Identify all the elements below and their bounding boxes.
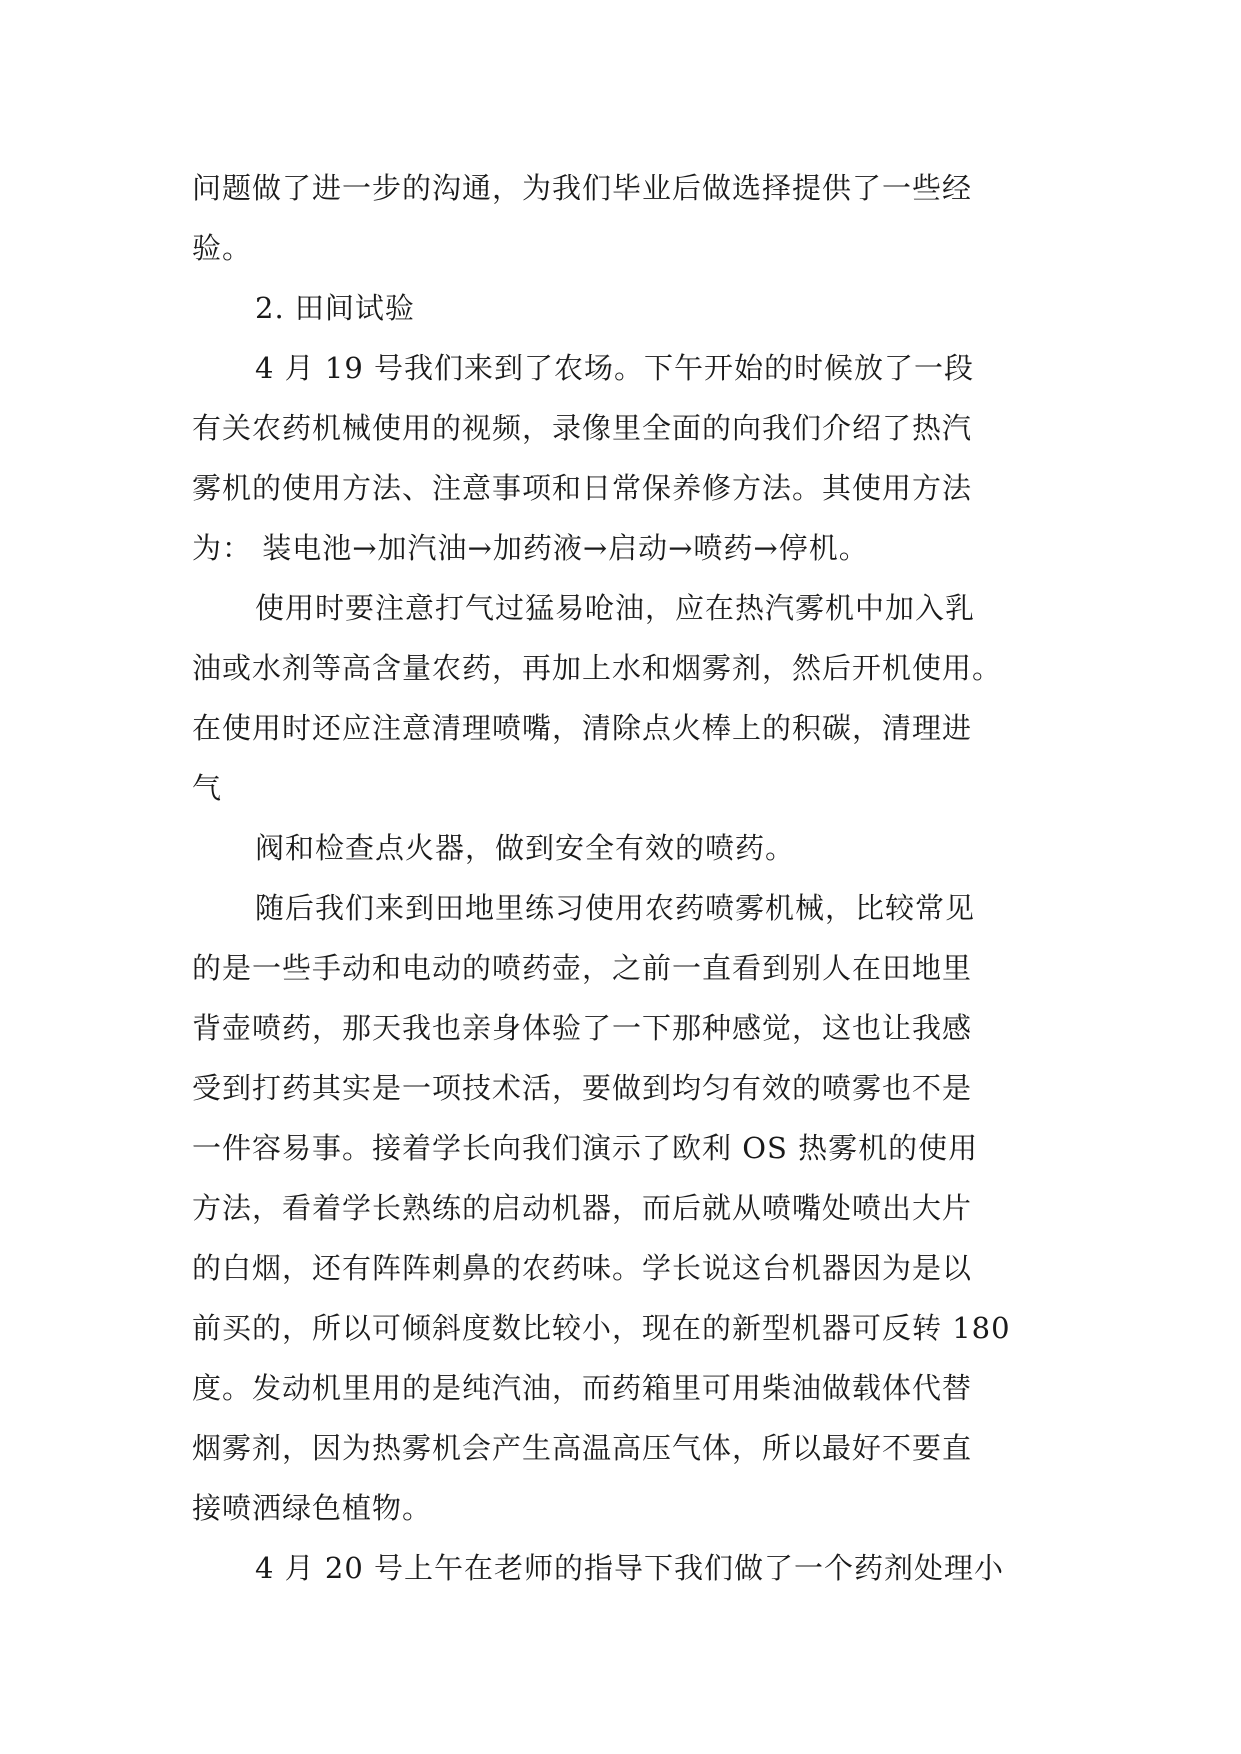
- text-line: 受到打药其实是一项技术活，要做到均匀有效的喷雾也不是: [192, 1071, 973, 1105]
- text-line: 4 月 20 号上午在老师的指导下我们做了一个药剂处理小: [255, 1551, 1005, 1585]
- text-line: 验。: [192, 231, 253, 265]
- text-line: 雾机的使用方法、注意事项和日常保养修方法。其使用方法: [192, 471, 973, 505]
- text-line: 油或水剂等高含量农药，再加上水和烟雾剂，然后开机使用。: [192, 651, 1003, 685]
- text-line: 为： 装电池→加汽油→加药液→启动→喷药→停机。: [192, 531, 869, 565]
- text-line: 有关农药机械使用的视频，录像里全面的向我们介绍了热汽: [192, 411, 973, 445]
- text-line: 气: [192, 771, 223, 805]
- text-line: 一件容易事。接着学长向我们演示了欧利 OS 热雾机的使用: [192, 1131, 979, 1165]
- text-line: 阀和检查点火器，做到安全有效的喷药。: [255, 831, 796, 865]
- text-line: 的是一些手动和电动的喷药壶，之前一直看到别人在田地里: [192, 951, 973, 985]
- text-line: 度。发动机里用的是纯汽油，而药箱里可用柴油做载体代替: [192, 1371, 973, 1405]
- text-line: 在使用时还应注意清理喷嘴，清除点火棒上的积碳，清理进: [192, 711, 973, 745]
- text-line: 4 月 19 号我们来到了农场。下午开始的时候放了一段: [255, 351, 975, 385]
- text-line: 的白烟，还有阵阵刺鼻的农药味。学长说这台机器因为是以: [192, 1251, 973, 1285]
- text-line: 方法，看着学长熟练的启动机器，而后就从喷嘴处喷出大片: [192, 1191, 973, 1225]
- section-heading: 2. 田间试验: [255, 291, 415, 325]
- text-line: 随后我们来到田地里练习使用农药喷雾机械，比较常见: [255, 891, 976, 925]
- text-line: 接喷洒绿色植物。: [192, 1491, 433, 1525]
- text-line: 烟雾剂，因为热雾机会产生高温高压气体，所以最好不要直: [192, 1431, 973, 1465]
- document-body: [192, 158, 1052, 1598]
- text-line: 使用时要注意打气过猛易呛油，应在热汽雾机中加入乳: [255, 591, 976, 625]
- text-line: 背壶喷药，那天我也亲身体验了一下那种感觉，这也让我感: [192, 1011, 973, 1045]
- text-line: 问题做了进一步的沟通，为我们毕业后做选择提供了一些经: [192, 171, 973, 205]
- text-line: 前买的，所以可倾斜度数比较小，现在的新型机器可反转 180: [192, 1311, 1011, 1345]
